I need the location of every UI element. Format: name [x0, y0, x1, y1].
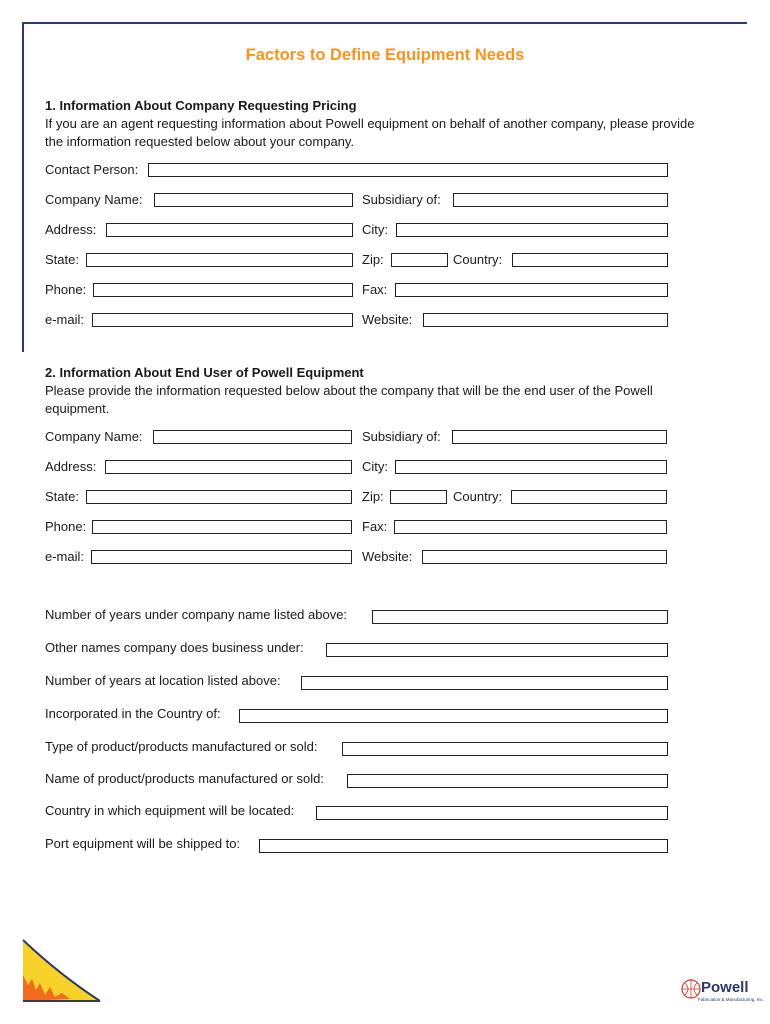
- equipment-country-input[interactable]: [316, 806, 668, 820]
- eu-phone-input[interactable]: [92, 520, 352, 534]
- fax-label: Fax:: [362, 282, 388, 297]
- zip-input[interactable]: [391, 253, 448, 267]
- eu-address-input[interactable]: [105, 460, 352, 474]
- eu-subsidiary-input[interactable]: [452, 430, 667, 444]
- eu-fax-label: Fax:: [362, 519, 388, 534]
- eu-zip-input[interactable]: [390, 490, 447, 504]
- eu-country-label: Country:: [453, 489, 503, 504]
- contact-person-label: Contact Person:: [45, 162, 139, 177]
- port-input[interactable]: [259, 839, 668, 853]
- contact-person-input[interactable]: [148, 163, 668, 177]
- section1-intro: If you are an agent requesting information about Powell equipment on behalf of another company, please provide the information requested below about your company.: [45, 116, 695, 149]
- eu-email-label: e-mail:: [45, 549, 85, 564]
- fax-input[interactable]: [395, 283, 668, 297]
- eu-state-label: State:: [45, 489, 79, 504]
- equipment-country-label: Country in which equipment will be located:: [45, 803, 295, 818]
- website-input[interactable]: [423, 313, 668, 327]
- state-input[interactable]: [86, 253, 353, 267]
- incorporated-country-input[interactable]: [239, 709, 668, 723]
- email-input[interactable]: [92, 313, 353, 327]
- page-title: Factors to Define Equipment Needs: [245, 46, 525, 64]
- country-label: Country:: [453, 252, 503, 267]
- address-label: Address:: [45, 222, 97, 237]
- product-type-label: Type of product/products manufactured or sold:: [45, 739, 318, 754]
- product-type-input[interactable]: [342, 742, 668, 756]
- eu-country-input[interactable]: [511, 490, 667, 504]
- phone-input[interactable]: [93, 283, 353, 297]
- website-label: Website:: [362, 312, 413, 327]
- zip-label: Zip:: [362, 252, 384, 267]
- eu-city-input[interactable]: [395, 460, 667, 474]
- eu-email-input[interactable]: [91, 550, 352, 564]
- eu-zip-label: Zip:: [362, 489, 384, 504]
- eu-state-input[interactable]: [86, 490, 352, 504]
- phone-label: Phone:: [45, 282, 87, 297]
- section2-heading: 2. Information About End User of Powell Equipment: [45, 365, 364, 380]
- country-input[interactable]: [512, 253, 668, 267]
- eu-company-name-label: Company Name:: [45, 429, 143, 444]
- eu-subsidiary-label: Subsidiary of:: [362, 429, 441, 444]
- eu-website-label: Website:: [362, 549, 413, 564]
- company-name-input[interactable]: [154, 193, 353, 207]
- left-border-line: [22, 22, 24, 352]
- subsidiary-label: Subsidiary of:: [362, 192, 441, 207]
- city-input[interactable]: [396, 223, 668, 237]
- product-name-input[interactable]: [347, 774, 668, 788]
- city-label: City:: [362, 222, 388, 237]
- address-input[interactable]: [106, 223, 353, 237]
- powell-logo-text: Powell: [701, 979, 749, 996]
- corner-decoration: [20, 935, 105, 1005]
- years-under-name-input[interactable]: [372, 610, 668, 624]
- eu-city-label: City:: [362, 459, 388, 474]
- section1-heading: 1. Information About Company Requesting Pricing: [45, 98, 357, 113]
- incorporated-country-label: Incorporated in the Country of:: [45, 706, 221, 721]
- years-under-name-label: Number of years under company name listed above:: [45, 607, 348, 622]
- email-label: e-mail:: [45, 312, 85, 327]
- eu-phone-label: Phone:: [45, 519, 87, 534]
- product-name-label: Name of product/products manufactured or sold:: [45, 771, 324, 786]
- top-border-line: [22, 22, 747, 24]
- other-names-label: Other names company does business under:: [45, 640, 304, 655]
- subsidiary-input[interactable]: [453, 193, 668, 207]
- years-at-location-label: Number of years at location listed above:: [45, 673, 281, 688]
- port-label: Port equipment will be shipped to:: [45, 836, 241, 851]
- powell-logo-tagline: Fabrication & Manufacturing, Inc.: [698, 997, 765, 1002]
- years-at-location-input[interactable]: [301, 676, 668, 690]
- eu-company-name-input[interactable]: [153, 430, 352, 444]
- section2-intro: Please provide the information requested below about the company that will be the end user of the Powell equipment.: [45, 383, 653, 416]
- eu-website-input[interactable]: [422, 550, 667, 564]
- eu-address-label: Address:: [45, 459, 97, 474]
- other-names-input[interactable]: [326, 643, 668, 657]
- company-name-label: Company Name:: [45, 192, 143, 207]
- eu-fax-input[interactable]: [394, 520, 667, 534]
- state-label: State:: [45, 252, 79, 267]
